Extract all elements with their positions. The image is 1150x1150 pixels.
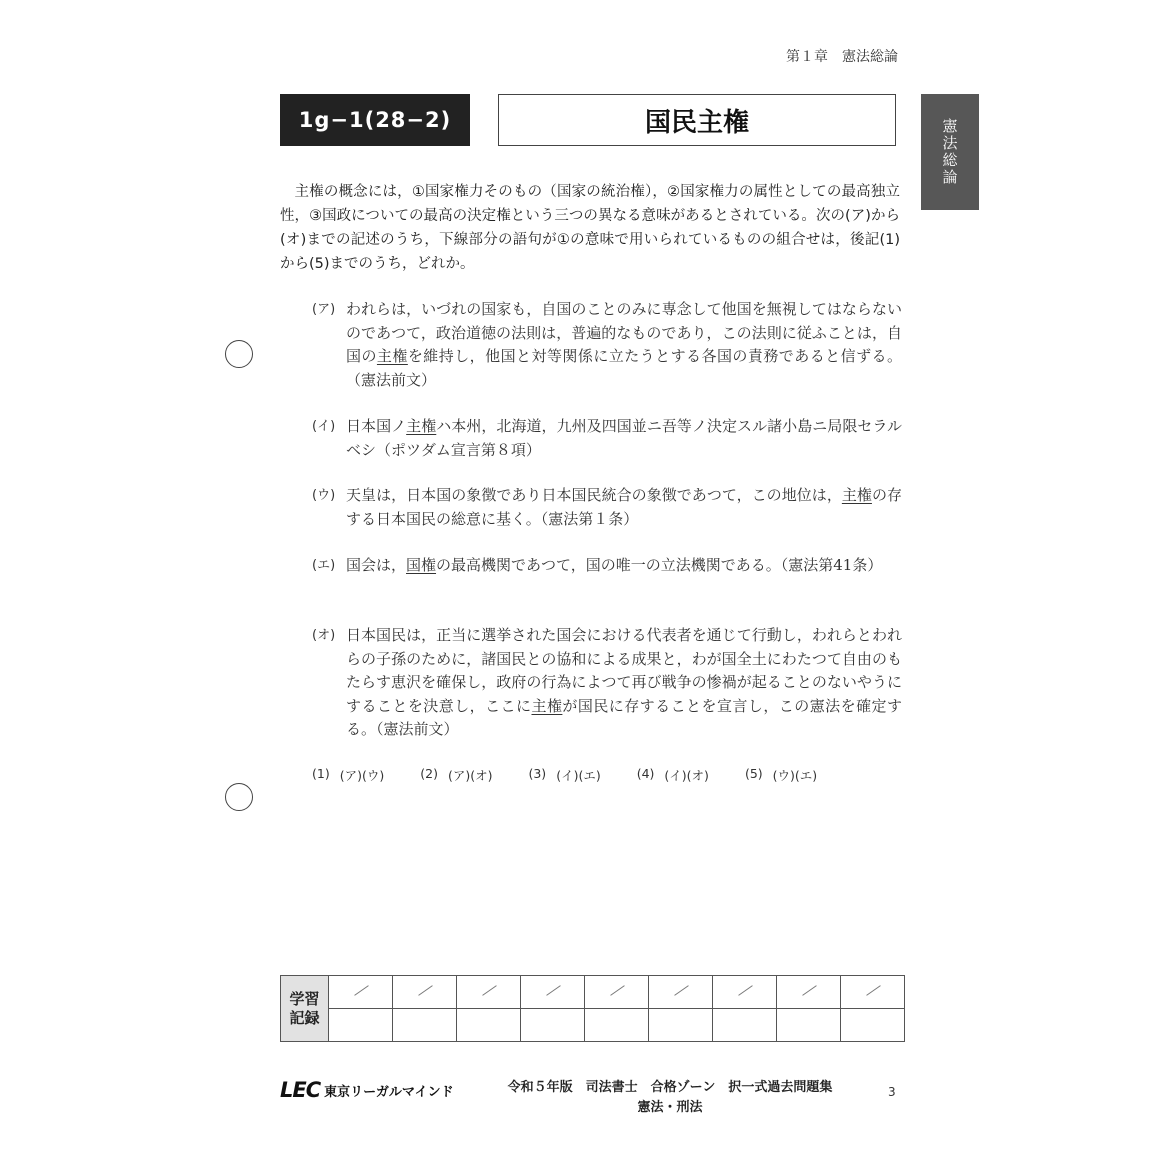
- statement-d: [312, 554, 902, 578]
- statement-label: (ア): [312, 302, 336, 317]
- statement-text: 国会は，国権の最高機関であつて，国の唯一の立法機関である。（憲法第41条）: [346, 556, 883, 574]
- choice-3: (3) (イ)(エ): [528, 766, 601, 783]
- date-slash: [418, 985, 432, 996]
- statement-text: われらは，いづれの国家も，自国のことのみに専念して他国を無視してはならないのであつて，政治道徳の法則は，普遍的なものであり，この法則に従ふことは，自国の主権を維持し，他国と対等関係に立たうとする各国の責務であると信ずる。（憲法前文）: [346, 300, 902, 389]
- problem-code: 1g−1(28−2): [280, 94, 470, 146]
- record-date-cell[interactable]: [457, 976, 521, 1009]
- underlined-term: 主権: [841, 486, 872, 504]
- record-date-cell[interactable]: [841, 976, 905, 1009]
- statement-c: [312, 484, 902, 531]
- statement-b: [312, 415, 902, 462]
- record-result-cell[interactable]: [585, 1009, 649, 1042]
- record-result-cell[interactable]: [329, 1009, 393, 1042]
- book-title-line2: 憲法・刑法: [637, 1100, 703, 1115]
- side-tab: [921, 94, 979, 210]
- statement-label: (エ): [312, 558, 336, 573]
- date-slash: [354, 985, 368, 996]
- record-date-cell[interactable]: [649, 976, 713, 1009]
- underlined-term: 国権: [406, 556, 437, 574]
- record-result-cell[interactable]: [393, 1009, 457, 1042]
- record-result-cell[interactable]: [841, 1009, 905, 1042]
- choice-2: (2) (ア)(オ): [420, 766, 493, 783]
- date-slash: [546, 985, 560, 996]
- statement-e: [312, 624, 902, 742]
- statement-a: [312, 298, 902, 392]
- record-result-cell[interactable]: [777, 1009, 841, 1042]
- statement-label: (ウ): [312, 488, 336, 503]
- punch-hole-top: [225, 340, 253, 368]
- choice-4: (4) (イ)(オ): [636, 766, 709, 783]
- statement-text: 天皇は，日本国の象徴であり日本国民統合の象徴であつて，この地位は，主権の存する日本国民の総意に基く。（憲法第１条）: [346, 486, 902, 528]
- problem-title: 国民主権: [498, 94, 896, 146]
- study-record-table: [280, 975, 905, 1042]
- record-result-cell[interactable]: [457, 1009, 521, 1042]
- study-record-label: 学習 記録: [281, 976, 329, 1042]
- date-slash: [866, 985, 880, 996]
- record-result-cell[interactable]: [649, 1009, 713, 1042]
- date-slash: [674, 985, 688, 996]
- lec-logo-mark: LEC: [280, 1078, 321, 1102]
- answer-choices: [312, 766, 912, 784]
- underlined-term: 主権: [376, 347, 408, 365]
- date-slash: [482, 985, 496, 996]
- chapter-header: 第１章 憲法総論: [786, 49, 898, 65]
- statement-text: 日本国民は，正当に選挙された国会における代表者を通じて行動し，われらとわれらの子孫のために，諸国民との協和による成果と，わが国全土にわたつて自由のもたらす恵沢を確保し，政府の行為によつて再び戦争の惨禍が起ることのないやうにすることを決意し，ここに主権が国民に存することを宣言し，この憲法を確定する。（憲法前文）: [346, 626, 902, 738]
- record-date-cell[interactable]: [329, 976, 393, 1009]
- book-title-line1: 令和５年版 司法書士 合格ゾーン 択一式過去問題集: [507, 1080, 833, 1095]
- page-number: 3: [888, 1085, 896, 1099]
- date-slash: [802, 985, 816, 996]
- underlined-term: 主権: [406, 417, 437, 435]
- record-date-cell[interactable]: [521, 976, 585, 1009]
- publisher-name: 東京リーガルマインド: [324, 1084, 454, 1100]
- punch-hole-bottom: [225, 783, 253, 811]
- book-title: [470, 1078, 870, 1118]
- record-date-cell[interactable]: [393, 976, 457, 1009]
- publisher-logo: [280, 1078, 454, 1102]
- statement-label: (イ): [312, 419, 336, 434]
- date-slash: [610, 985, 624, 996]
- record-result-cell[interactable]: [713, 1009, 777, 1042]
- choice-1: (1) (ア)(ウ): [312, 766, 385, 783]
- choice-5: (5) (ウ)(エ): [744, 766, 818, 783]
- side-tab-label: 憲法総論: [940, 118, 959, 186]
- record-date-cell[interactable]: [713, 976, 777, 1009]
- record-result-cell[interactable]: [521, 1009, 585, 1042]
- underlined-term: 主権: [531, 696, 563, 715]
- date-slash: [738, 985, 752, 996]
- question-intro: 主権の概念には，①国家権力そのもの（国家の統治権），②国家権力の属性としての最高独立性，③国政についての最高の決定権という三つの異なる意味があるとされている。次の(ア)から(オ)までの記述のうち，下線部分の語句が①の意味で用いられているものの組合せは，後記(1)から(5)までのうち，どれか。: [280, 184, 900, 272]
- record-date-cell[interactable]: [585, 976, 649, 1009]
- statement-text: 日本国ノ主権ハ本州，北海道，九州及四国並ニ吾等ノ決定スル諸小島ニ局限セラルベシ（ポツダム宣言第８項）: [346, 417, 902, 459]
- record-date-cell[interactable]: [777, 976, 841, 1009]
- statement-label: (オ): [312, 628, 336, 643]
